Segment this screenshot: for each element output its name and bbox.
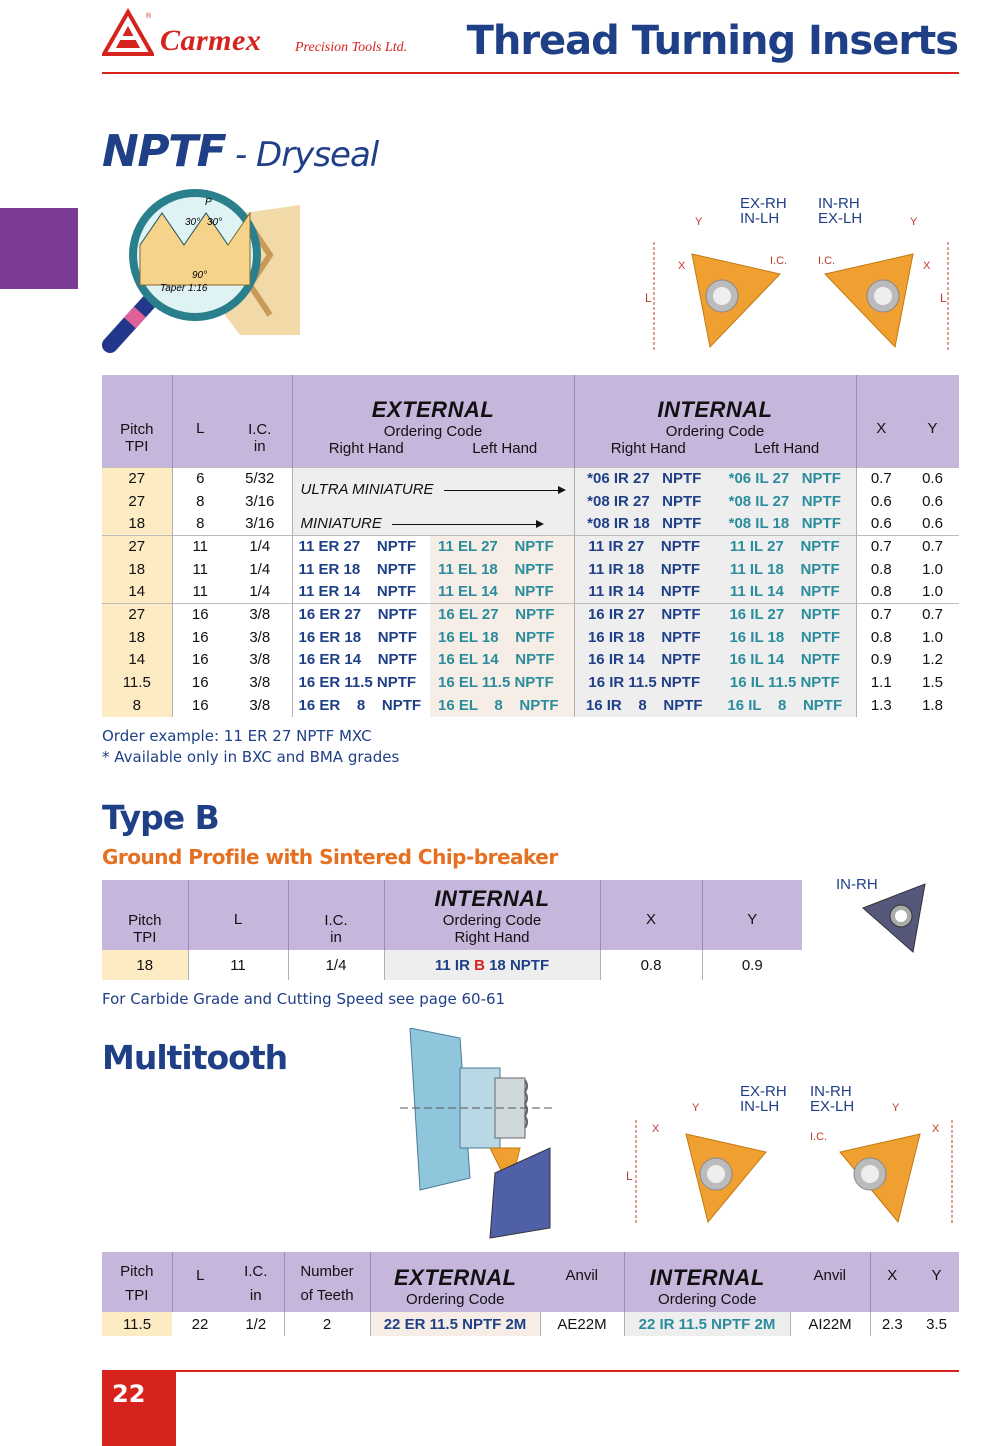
dim-y-right: Y	[910, 216, 918, 228]
code-in-rh: IN-RH	[818, 195, 860, 212]
cell-int-lh: *06 IL 27 NPTF	[714, 467, 856, 490]
cell-ic: 3/16	[245, 514, 275, 532]
mt-l: 22	[191, 1315, 209, 1333]
cell-int-lh: 11 IL 27 NPTF	[714, 535, 856, 558]
brand-subtitle: Precision Tools Ltd.	[295, 40, 408, 55]
cell-ext-rh: 11 ER 27 NPTF	[292, 535, 430, 558]
table-row	[102, 649, 959, 672]
cell-int-lh: 16 IL 14 NPTF	[714, 649, 856, 672]
cell-l: 8	[172, 490, 228, 513]
typeb-col-ic: I.C. in	[288, 880, 384, 950]
dim-x-left: X	[678, 260, 686, 272]
cell-ext-rh: 16 ER 8 NPTF	[292, 694, 430, 717]
cell-ext-rh: 11 ER 18 NPTF	[292, 558, 430, 581]
table-row	[102, 626, 959, 649]
cell-ic: 3/8	[249, 651, 271, 669]
typeb-ic: 1/4	[288, 950, 384, 980]
cell-ext-lh: 16 EL 27 NPTF	[430, 603, 574, 626]
mt-code-in-rh: IN-RH	[810, 1083, 852, 1100]
side-tab	[0, 208, 78, 289]
col-pitch: Pitch TPI	[102, 375, 172, 467]
mt-dim-y-left: Y	[692, 1102, 700, 1114]
cell-ext-lh: 16 EL 18 NPTF	[430, 626, 574, 649]
code-ex-rh: EX-RH	[740, 195, 787, 212]
cell-y: 1.8	[922, 696, 943, 714]
typeb-col-x: X	[600, 880, 702, 950]
page-number: 22	[102, 1372, 176, 1446]
cell-y: 1.0	[922, 560, 943, 578]
cell-ic: 3/8	[228, 603, 292, 626]
miniature-label: MINIATURE	[292, 512, 574, 535]
cell-tpi: 18	[102, 626, 172, 649]
cell-ic: 3/8	[249, 674, 271, 692]
code-in-lh: IN-LH	[740, 210, 780, 227]
col-l: L	[172, 375, 228, 467]
table-row	[102, 671, 959, 694]
mt-code-ex-rh: EX-RH	[740, 1083, 787, 1100]
cell-y: 1.2	[922, 651, 943, 669]
nptf-table	[102, 375, 959, 717]
thread-profile-magnifier-icon	[100, 185, 300, 360]
col-x: X	[856, 375, 906, 467]
cell-x: 1.3	[856, 694, 906, 717]
cell-ext-rh: 11 ER 14 NPTF	[292, 580, 430, 603]
cell-l: 11	[172, 558, 228, 581]
mt-dim-ic: I.C.	[810, 1131, 828, 1143]
typeb-col-y: Y	[702, 880, 802, 950]
mt-dim-x-left: X	[652, 1123, 660, 1135]
typeb-col-internal: INTERNAL Ordering Code Right Hand	[384, 880, 600, 950]
cell-tpi: 27	[102, 467, 172, 490]
cell-x: 0.6	[856, 490, 906, 513]
col-y: Y	[906, 375, 959, 467]
cell-ext-rh: 16 ER 27 NPTF	[292, 603, 430, 626]
mt-dim-y-right: Y	[892, 1102, 900, 1114]
cell-ext-lh: 11 EL 14 NPTF	[430, 580, 574, 603]
multitooth-machining-icon	[400, 1028, 560, 1240]
typeb-table	[102, 880, 802, 980]
multitooth-insert-diagram-icon	[620, 1100, 965, 1230]
cell-int-rh: 11 IR 27 NPTF	[574, 535, 714, 558]
cell-int-rh: 11 IR 14 NPTF	[574, 580, 714, 603]
thread-angle-b: 30°	[207, 217, 223, 228]
cell-x: 0.8	[856, 558, 906, 581]
table-row	[102, 467, 959, 490]
cell-y: 0.6	[922, 514, 943, 532]
col-ic: I.C. in	[228, 375, 292, 467]
cell-tpi: 27	[102, 603, 172, 626]
typeb-l: 11	[188, 950, 288, 980]
arrow-icon	[392, 524, 542, 525]
mt-col-ic: I.C. in	[228, 1252, 284, 1312]
cell-tpi: 14	[102, 649, 172, 672]
cell-ic: 5/32	[228, 467, 292, 490]
typeb-y: 0.9	[702, 950, 802, 980]
cell-int-lh: *08 IL 27 NPTF	[714, 490, 856, 513]
footer-rule	[102, 1370, 959, 1372]
typeb-in-rh-label: IN-RH	[836, 876, 878, 893]
cell-ic: 1/4	[249, 583, 271, 601]
cell-tpi: 8	[102, 694, 172, 717]
cell-x: 0.8	[856, 580, 906, 603]
cell-y: 0.6	[906, 467, 959, 490]
mt-dim-l: L	[626, 1169, 633, 1183]
mt-col-l: L	[172, 1252, 228, 1312]
mt-col-teeth: Number of Teeth	[284, 1252, 370, 1312]
cell-ic: 3/8	[249, 628, 271, 646]
header-rule	[102, 72, 959, 74]
mt-col-anvil-i: Anvil	[790, 1252, 870, 1312]
cell-int-rh: 16 IR 11.5 NPTF	[574, 671, 714, 694]
cell-ic: 3/16	[245, 492, 275, 510]
cell-l: 11	[172, 580, 228, 603]
cell-tpi: 27	[102, 490, 172, 513]
mt-y: 3.5	[926, 1315, 947, 1333]
cell-x: 0.8	[856, 626, 906, 649]
order-notes	[102, 726, 399, 768]
mt-col-y: Y	[914, 1252, 959, 1312]
thread-taper-label: Taper 1:16	[160, 283, 208, 294]
mt-int-code: 22 IR 11.5 NPTF 2M	[624, 1312, 790, 1336]
mt-dim-x-right: X	[932, 1123, 940, 1135]
cell-l: 6	[172, 467, 228, 490]
cell-x: 0.7	[856, 603, 906, 626]
table-row	[102, 694, 959, 717]
col-internal: INTERNAL Ordering Code Right Hand Left Hand	[574, 375, 856, 467]
cell-int-lh: 16 IL 27 NPTF	[714, 603, 856, 626]
typeb-insert-icon	[855, 878, 935, 958]
cell-l: 16	[172, 626, 228, 649]
mt-code-ex-lh: EX-LH	[810, 1098, 855, 1115]
section-title	[102, 126, 378, 177]
cell-int-rh: *08 IR 18 NPTF	[574, 512, 714, 535]
cell-int-lh: 11 IL 14 NPTF	[714, 580, 856, 603]
col-external: EXTERNAL Ordering Code Right Hand Left Hand	[292, 375, 574, 467]
cell-x: 0.9	[856, 649, 906, 672]
page-title: Thread Turning Inserts	[466, 18, 958, 64]
dim-l-right: L	[940, 291, 947, 305]
typeb-title: Type B	[102, 798, 219, 837]
cell-l: 16	[172, 671, 228, 694]
dim-x-right: X	[923, 260, 931, 272]
typeb-subtitle: Ground Profile with Sintered Chip-breaker	[102, 845, 558, 869]
thread-angle-c: 90°	[192, 270, 208, 281]
mt-col-pitch: Pitch TPI	[102, 1252, 172, 1312]
cell-tpi: 11.5	[102, 671, 172, 694]
cell-ic: 1/4	[249, 560, 271, 578]
cell-ext-lh: 11 EL 27 NPTF	[430, 535, 574, 558]
cell-ext-rh: 16 ER 18 NPTF	[292, 626, 430, 649]
cell-ic: 3/8	[249, 696, 271, 714]
mt-x: 2.3	[870, 1312, 914, 1336]
table-row	[102, 512, 959, 535]
cell-l: 11	[172, 535, 228, 558]
typeb-col-pitch: Pitch TPI	[102, 880, 188, 950]
cell-y: 1.0	[922, 583, 943, 601]
cell-int-rh: 16 IR 14 NPTF	[574, 649, 714, 672]
cell-int-lh: 16 IL 18 NPTF	[714, 626, 856, 649]
cell-tpi: 18	[102, 512, 172, 535]
cell-int-rh: 16 IR 27 NPTF	[574, 603, 714, 626]
cell-l: 16	[172, 649, 228, 672]
code-ex-lh: EX-LH	[818, 210, 863, 227]
cell-int-rh: 16 IR 18 NPTF	[574, 626, 714, 649]
mt-ic: 1/2	[245, 1315, 267, 1333]
ultra-miniature-label: ULTRA MINIATURE	[292, 467, 574, 512]
thread-angle-a: 30°	[185, 217, 201, 228]
insert-dimension-diagram-icon	[640, 212, 965, 360]
cell-y: 0.7	[906, 535, 959, 558]
mt-col-external: EXTERNAL Ordering Code	[370, 1252, 540, 1312]
multitooth-table	[102, 1252, 959, 1336]
cell-tpi: 14	[102, 580, 172, 603]
dim-l-left: L	[645, 291, 652, 305]
section-title-rest: - Dryseal	[225, 135, 379, 175]
cell-y: 1.0	[922, 628, 943, 646]
cell-y: 0.7	[906, 603, 959, 626]
brand-name: Carmex	[160, 24, 262, 57]
cell-x: 0.7	[856, 535, 906, 558]
cell-l: 16	[172, 694, 228, 717]
cell-int-lh: 11 IL 18 NPTF	[714, 558, 856, 581]
cell-x: 0.7	[856, 467, 906, 490]
typeb-tpi: 18	[102, 950, 188, 980]
mt-col-internal: INTERNAL Ordering Code	[624, 1252, 790, 1312]
cell-int-rh: *08 IR 27 NPTF	[574, 490, 714, 513]
mt-tpi: 11.5	[102, 1312, 172, 1336]
mt-row	[102, 1312, 959, 1336]
cell-l: 16	[172, 603, 228, 626]
table-row	[102, 535, 959, 558]
mt-ext-code: 22 ER 11.5 NPTF 2M	[370, 1312, 540, 1336]
cell-ext-lh: 16 EL 11.5 NPTF	[430, 671, 574, 694]
cell-l: 8	[172, 512, 228, 535]
cell-int-lh: *08 IL 18 NPTF	[714, 512, 856, 535]
thread-p-label: P	[205, 197, 212, 208]
table-row	[102, 558, 959, 581]
cell-x: 1.1	[856, 671, 906, 694]
cell-ext-lh: 16 EL 8 NPTF	[430, 694, 574, 717]
dim-y-left: Y	[695, 216, 703, 228]
mt-anvil-e: AE22M	[540, 1312, 624, 1336]
cell-x: 0.6	[856, 512, 906, 535]
multitooth-title: Multitooth	[102, 1038, 288, 1077]
cell-ext-lh: 11 EL 18 NPTF	[430, 558, 574, 581]
typeb-col-l: L	[188, 880, 288, 950]
mt-teeth: 2	[284, 1312, 370, 1336]
order-example: Order example: 11 ER 27 NPTF MXC	[102, 727, 372, 745]
mt-col-anvil-e: Anvil	[540, 1252, 624, 1312]
cell-ext-rh: 16 ER 11.5 NPTF	[292, 671, 430, 694]
mt-col-x: X	[870, 1252, 914, 1312]
typeb-row	[102, 950, 802, 980]
section-title-bold: NPTF	[102, 126, 226, 177]
typeb-x: 0.8	[600, 950, 702, 980]
mt-anvil-i: AI22M	[790, 1312, 870, 1336]
table-row	[102, 580, 959, 603]
cell-ic: 1/4	[228, 535, 292, 558]
cell-ext-lh: 16 EL 14 NPTF	[430, 649, 574, 672]
cell-tpi: 18	[102, 558, 172, 581]
dim-ic-right: I.C.	[818, 255, 836, 267]
cell-ext-rh: 16 ER 14 NPTF	[292, 649, 430, 672]
arrow-icon	[444, 490, 564, 491]
table-row	[102, 603, 959, 626]
grade-note: For Carbide Grade and Cutting Speed see page 60-61	[102, 990, 506, 1008]
typeb-code: 11 IR B 18 NPTF	[384, 950, 600, 980]
svg-text:®: ®	[146, 13, 152, 20]
dim-ic-left: I.C.	[770, 255, 788, 267]
cell-y: 1.5	[922, 674, 943, 692]
availability-note: * Available only in BXC and BMA grades	[102, 748, 400, 766]
cell-tpi: 27	[102, 535, 172, 558]
mt-code-in-lh: IN-LH	[740, 1098, 780, 1115]
cell-int-rh: *06 IR 27 NPTF	[574, 467, 714, 490]
cell-int-rh: 16 IR 8 NPTF	[574, 694, 714, 717]
cell-int-rh: 11 IR 18 NPTF	[574, 558, 714, 581]
cell-int-lh: 16 IL 8 NPTF	[714, 694, 856, 717]
cell-y: 0.6	[922, 492, 943, 510]
cell-int-lh: 16 IL 11.5 NPTF	[714, 671, 856, 694]
carmex-logo-icon	[102, 8, 154, 60]
